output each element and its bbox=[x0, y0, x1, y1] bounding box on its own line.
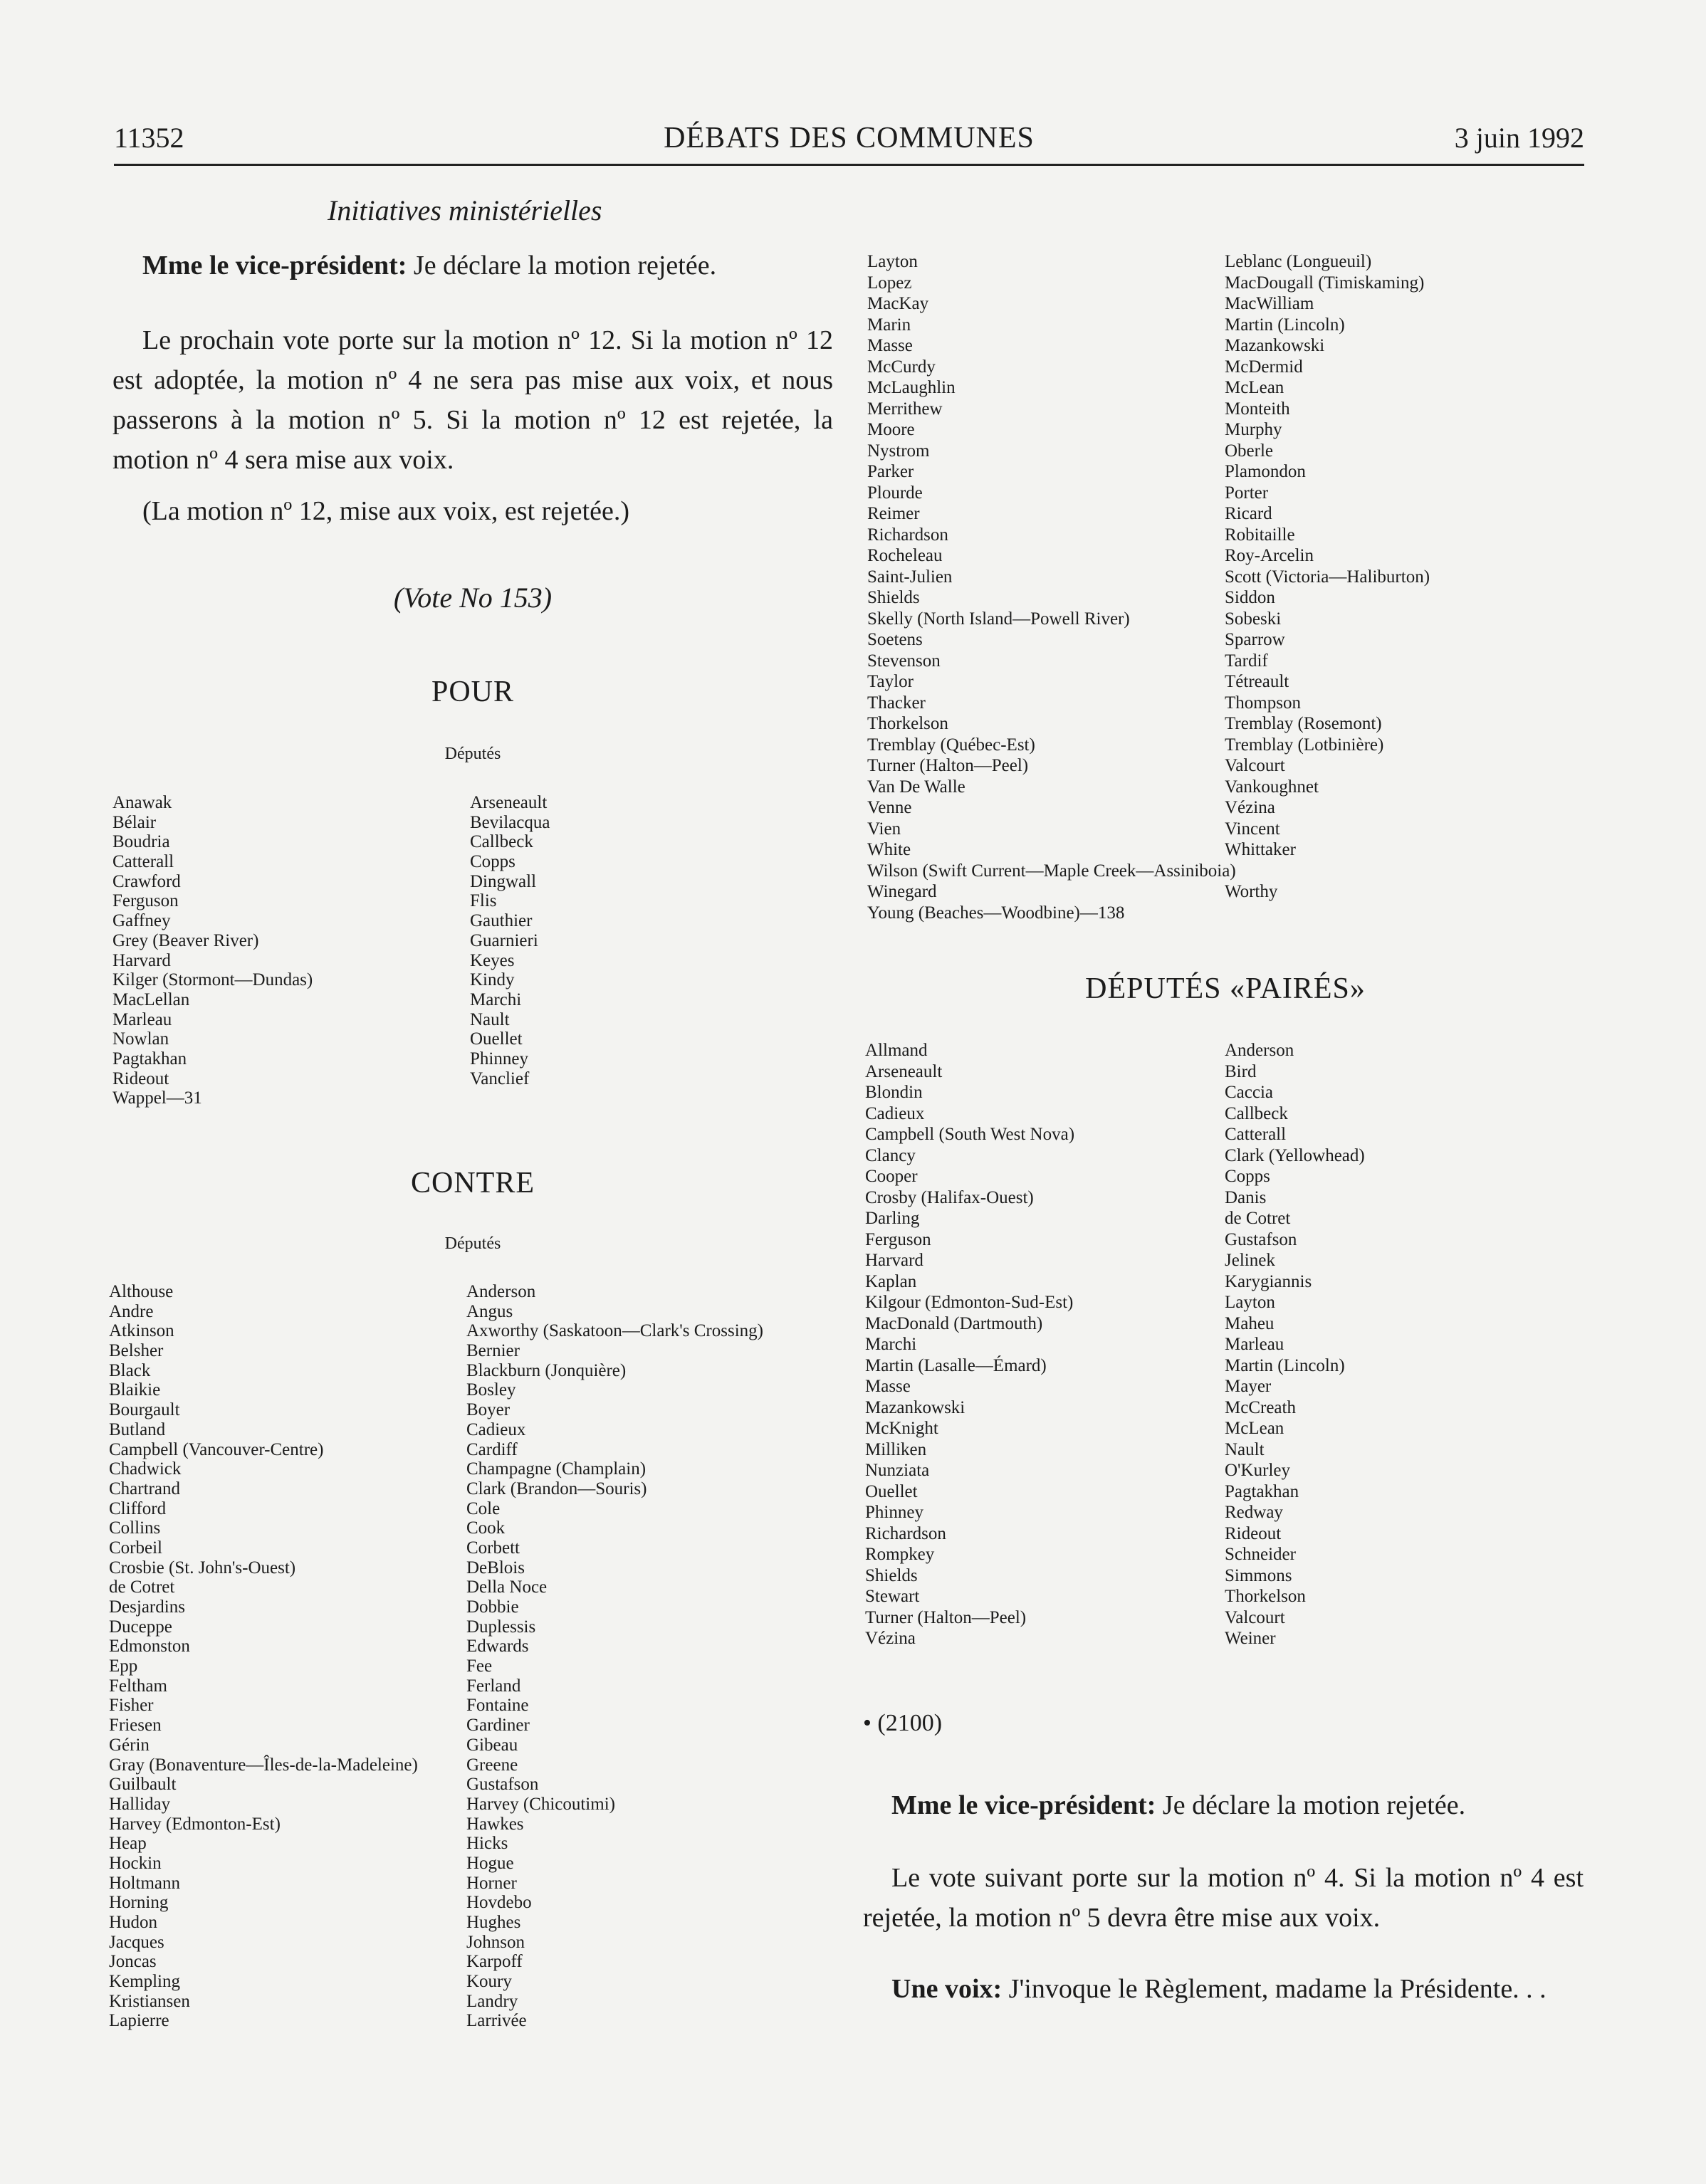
member-name: Shields bbox=[865, 1565, 918, 1585]
member-name: Tétreault bbox=[1225, 672, 1289, 691]
member-name: Vézina bbox=[1225, 798, 1275, 817]
member-name: Winegard bbox=[867, 882, 937, 901]
member-name: Bourgault bbox=[109, 1400, 180, 1420]
member-name: Simmons bbox=[1225, 1565, 1292, 1585]
page-number: 11352 bbox=[114, 122, 184, 154]
speech-text: Je déclare la motion rejetée. bbox=[1156, 1790, 1466, 1820]
member-name: Friesen bbox=[109, 1716, 162, 1736]
member-name: Monteith bbox=[1225, 399, 1290, 419]
member-name: Richardson bbox=[867, 525, 948, 545]
issue-date: 3 juin 1992 bbox=[1454, 122, 1584, 154]
member-name: White bbox=[867, 840, 911, 859]
member-name: Vankoughnet bbox=[1225, 777, 1319, 797]
member-name: Feltham bbox=[109, 1676, 167, 1696]
speaker: Une voix: bbox=[891, 1974, 1003, 2004]
right-paragraph-2: Le vote suivant porte sur la motion nº 4. Si la motion nº 4 est rejetée, la motion nº 5 devra être mise aux voix. bbox=[863, 1863, 1584, 1933]
member-name: Nault bbox=[1225, 1439, 1265, 1459]
member-name: Tremblay (Québec-Est) bbox=[867, 735, 1035, 755]
member-name: McKnight bbox=[865, 1419, 938, 1438]
section-title: Initiatives ministérielles bbox=[328, 194, 602, 226]
member-name: Arseneault bbox=[470, 793, 548, 812]
member-name: Danis bbox=[1225, 1187, 1267, 1207]
member-name: Fontaine bbox=[466, 1696, 529, 1716]
left-paragraph-1 bbox=[142, 246, 826, 285]
member-name: Skelly (North Island—Powell River) bbox=[867, 609, 1130, 629]
member-name: Reimer bbox=[867, 504, 920, 523]
member-name: Hughes bbox=[466, 1913, 521, 1932]
member-name: Hawkes bbox=[466, 1814, 524, 1834]
member-name: Blondin bbox=[865, 1083, 923, 1102]
member-name: Martin (Lincoln) bbox=[1225, 1355, 1345, 1375]
contre-list-col3 bbox=[867, 251, 1236, 923]
member-name: Scott (Victoria—Haliburton) bbox=[1225, 567, 1430, 587]
member-name: Kempling bbox=[109, 1972, 180, 1992]
member-name: Karygiannis bbox=[1225, 1271, 1312, 1291]
member-name: Stevenson bbox=[867, 651, 941, 671]
pour-subheading: Députés bbox=[444, 745, 501, 763]
member-name: Harvey (Chicoutimi) bbox=[466, 1794, 615, 1814]
member-name: DeBlois bbox=[466, 1558, 525, 1577]
member-name: Butland bbox=[109, 1419, 166, 1439]
member-name: Joncas bbox=[109, 1952, 157, 1972]
member-name: Vézina bbox=[865, 1629, 916, 1648]
member-name: Harvey (Edmonton-Est) bbox=[109, 1814, 281, 1834]
member-name: Cadieux bbox=[865, 1103, 925, 1123]
member-name: Young (Beaches—Woodbine)—138 bbox=[867, 903, 1125, 923]
member-name: Marin bbox=[867, 315, 911, 335]
member-name: Van De Walle bbox=[867, 777, 965, 797]
member-name: Hogue bbox=[466, 1853, 514, 1873]
member-name: Kilgour (Edmonton-Sud-Est) bbox=[865, 1293, 1074, 1312]
member-name: Dingwall bbox=[470, 871, 537, 891]
member-name: Crawford bbox=[112, 871, 181, 891]
member-name: Gray (Bonaventure—Îles-de-la-Madeleine) bbox=[109, 1755, 418, 1775]
left-paragraph-3: (La motion nº 12, mise aux voix, est rejetée.) bbox=[142, 496, 629, 526]
member-name: Boudria bbox=[112, 832, 170, 852]
member-name: Clark (Brandon—Souris) bbox=[466, 1479, 647, 1498]
member-name: Jelinek bbox=[1225, 1251, 1275, 1270]
speaker: Mme le vice-président: bbox=[891, 1790, 1156, 1820]
right-paragraph-3 bbox=[863, 1969, 1584, 2009]
member-name: Turner (Halton—Peel) bbox=[867, 756, 1029, 775]
member-name: Hudon bbox=[109, 1913, 158, 1932]
member-name: O'Kurley bbox=[1225, 1461, 1290, 1480]
member-name: Pagtakhan bbox=[1225, 1481, 1299, 1501]
member-name: Marleau bbox=[1225, 1335, 1284, 1354]
member-name: Oberle bbox=[1225, 441, 1274, 461]
member-name: Allmand bbox=[865, 1041, 928, 1060]
member-name: Rompkey bbox=[865, 1545, 935, 1564]
member-name: Murphy bbox=[1225, 420, 1282, 439]
contre-heading: CONTRE bbox=[411, 1167, 535, 1199]
member-name: Schneider bbox=[1225, 1545, 1296, 1564]
member-name: Vincent bbox=[1225, 819, 1280, 839]
member-name: Halliday bbox=[109, 1794, 171, 1814]
member-name: Gérin bbox=[109, 1735, 150, 1755]
member-name: Callbeck bbox=[470, 832, 533, 852]
contre-list-col2 bbox=[466, 1282, 763, 2031]
member-name: Moore bbox=[867, 420, 915, 439]
member-name: Ricard bbox=[1225, 504, 1272, 523]
member-name: Marleau bbox=[112, 1009, 172, 1029]
member-name: Venne bbox=[867, 798, 912, 817]
member-name: Gustafson bbox=[466, 1775, 539, 1795]
member-name: Rideout bbox=[1225, 1523, 1282, 1543]
member-name: Johnson bbox=[466, 1932, 525, 1952]
member-name: Bird bbox=[1225, 1061, 1257, 1081]
contre-list-col4 bbox=[1225, 251, 1430, 903]
member-name: Gardiner bbox=[466, 1716, 530, 1736]
member-name: Copps bbox=[1225, 1167, 1270, 1186]
member-name: Collins bbox=[109, 1518, 161, 1538]
member-name: Catterall bbox=[112, 852, 174, 872]
member-name: Belsher bbox=[109, 1341, 164, 1361]
member-name: Redway bbox=[1225, 1503, 1283, 1522]
member-name: Whittaker bbox=[1225, 840, 1296, 859]
member-name: Crosbie (St. John's-Ouest) bbox=[109, 1558, 296, 1577]
member-name: Tremblay (Rosemont) bbox=[1225, 714, 1382, 733]
member-name: Thacker bbox=[867, 693, 926, 713]
member-name: Martin (Lasalle—Émard) bbox=[865, 1355, 1047, 1375]
member-name: Fisher bbox=[109, 1696, 154, 1716]
member-name: Cardiff bbox=[466, 1439, 518, 1459]
member-name: Layton bbox=[867, 252, 918, 271]
member-name: Cole bbox=[466, 1498, 501, 1518]
member-name: Karpoff bbox=[466, 1952, 523, 1972]
member-name: Greene bbox=[466, 1755, 518, 1775]
member-name: Lapierre bbox=[109, 2011, 169, 2031]
member-name: Darling bbox=[865, 1209, 920, 1228]
member-name: Holtmann bbox=[109, 1873, 180, 1893]
member-name: McDermid bbox=[1225, 357, 1303, 377]
member-name: Cook bbox=[466, 1518, 506, 1538]
member-name: Cooper bbox=[865, 1167, 918, 1186]
member-name: Bélair bbox=[112, 812, 157, 832]
member-name: MacWilliam bbox=[1225, 294, 1314, 313]
paires-list-col1 bbox=[865, 1040, 1074, 1649]
speech-text: J'invoque le Règlement, madame la Présidente. . . bbox=[1002, 1974, 1547, 2004]
member-name: Corbett bbox=[466, 1538, 520, 1558]
member-name: Phinney bbox=[865, 1503, 923, 1522]
member-name: Taylor bbox=[867, 672, 914, 691]
contre-subheading: Députés bbox=[444, 1234, 501, 1253]
member-name: Kaplan bbox=[865, 1271, 917, 1291]
member-name: Cadieux bbox=[466, 1419, 526, 1439]
member-name: Lopez bbox=[867, 273, 912, 293]
member-name: Richardson bbox=[865, 1523, 946, 1543]
member-name: Leblanc (Longueuil) bbox=[1225, 252, 1372, 271]
member-name: Chartrand bbox=[109, 1479, 180, 1498]
member-name: Copps bbox=[470, 852, 516, 872]
member-name: Fee bbox=[466, 1657, 493, 1676]
member-name: Thompson bbox=[1225, 693, 1301, 713]
member-name: Bosley bbox=[466, 1380, 516, 1400]
member-name: MacDougall (Timiskaming) bbox=[1225, 273, 1425, 293]
member-name: Stewart bbox=[865, 1587, 920, 1606]
member-name: Ferguson bbox=[865, 1229, 931, 1249]
member-name: Corbeil bbox=[109, 1538, 162, 1558]
member-name: Sparrow bbox=[1225, 630, 1285, 649]
contre-list-col1 bbox=[109, 1282, 418, 2031]
member-name: Parker bbox=[867, 462, 914, 481]
member-name: Koury bbox=[466, 1972, 512, 1992]
member-name: Nystrom bbox=[867, 441, 930, 461]
member-name: Merrithew bbox=[867, 399, 943, 419]
member-name: Anderson bbox=[1225, 1041, 1294, 1060]
member-name: Kilger (Stormont—Dundas) bbox=[112, 970, 313, 990]
member-name bbox=[1225, 861, 1430, 882]
member-name: Blaikie bbox=[109, 1380, 161, 1400]
member-name: Clifford bbox=[109, 1498, 167, 1518]
member-name: Crosby (Halifax-Ouest) bbox=[865, 1187, 1034, 1207]
member-name: Anderson bbox=[466, 1282, 536, 1301]
member-name: McLaughlin bbox=[867, 378, 956, 397]
speech-text: Je déclare la motion rejetée. bbox=[407, 251, 717, 280]
member-name: de Cotret bbox=[109, 1577, 175, 1597]
member-name: McCreath bbox=[1225, 1397, 1296, 1417]
member-name: Plamondon bbox=[1225, 462, 1306, 481]
member-name: Desjardins bbox=[109, 1597, 185, 1617]
pour-list-col2 bbox=[470, 793, 550, 1088]
member-name: Ouellet bbox=[470, 1029, 523, 1049]
member-name: Heap bbox=[109, 1834, 147, 1854]
time-marker: • (2100) bbox=[863, 1710, 943, 1736]
member-name: Porter bbox=[1225, 483, 1269, 503]
member-name: Harvard bbox=[112, 950, 171, 970]
member-name: Gustafson bbox=[1225, 1229, 1297, 1249]
member-name: Mazankowski bbox=[865, 1397, 965, 1417]
member-name: Tardif bbox=[1225, 651, 1268, 671]
member-name: Thorkelson bbox=[1225, 1587, 1306, 1606]
member-name: Worthy bbox=[1225, 882, 1278, 901]
member-name: Roy-Arcelin bbox=[1225, 546, 1314, 565]
member-name: Jacques bbox=[109, 1932, 164, 1952]
member-name: Turner (Halton—Peel) bbox=[865, 1607, 1027, 1627]
member-name: Kindy bbox=[470, 970, 515, 990]
member-name: Layton bbox=[1225, 1293, 1275, 1312]
member-name: MacDonald (Dartmouth) bbox=[865, 1313, 1043, 1333]
member-name: Saint-Julien bbox=[867, 567, 953, 587]
member-name: Ferland bbox=[466, 1676, 521, 1696]
member-name: Edmonston bbox=[109, 1637, 190, 1657]
right-paragraph-1 bbox=[891, 1785, 1584, 1825]
member-name: Milliken bbox=[865, 1439, 927, 1459]
member-name: Champagne (Champlain) bbox=[466, 1459, 647, 1479]
member-name: Marchi bbox=[865, 1335, 917, 1354]
member-name: Kristiansen bbox=[109, 1991, 190, 2011]
member-name: Atkinson bbox=[109, 1321, 174, 1341]
member-name: Pagtakhan bbox=[112, 1049, 187, 1069]
member-name: Duceppe bbox=[109, 1617, 172, 1637]
member-name: MacKay bbox=[867, 294, 929, 313]
member-name: Ferguson bbox=[112, 891, 179, 911]
member-name: Horner bbox=[466, 1873, 517, 1893]
member-name: Guilbault bbox=[109, 1775, 177, 1795]
member-name: Horning bbox=[109, 1893, 169, 1913]
member-name: McCurdy bbox=[867, 357, 936, 377]
member-name: Plourde bbox=[867, 483, 923, 503]
member-name: Campbell (Vancouver-Centre) bbox=[109, 1439, 324, 1459]
member-name: Bernier bbox=[466, 1341, 520, 1361]
member-name: Callbeck bbox=[1225, 1103, 1288, 1123]
member-name: Chadwick bbox=[109, 1459, 182, 1479]
member-name: Duplessis bbox=[466, 1617, 536, 1637]
member-name: Maheu bbox=[1225, 1313, 1275, 1333]
member-name: Valcourt bbox=[1225, 1607, 1285, 1627]
member-name: MacLellan bbox=[112, 989, 190, 1009]
member-name: Axworthy (Saskatoon—Clark's Crossing) bbox=[466, 1321, 763, 1341]
member-name: Andre bbox=[109, 1301, 154, 1321]
member-name: Hicks bbox=[466, 1834, 508, 1854]
page-header bbox=[114, 121, 1584, 166]
member-name: Marchi bbox=[470, 989, 522, 1009]
member-name: Valcourt bbox=[1225, 756, 1285, 775]
member-name: Boyer bbox=[466, 1400, 511, 1420]
member-name: Wilson (Swift Current—Maple Creek—Assiniboia) bbox=[867, 861, 1236, 881]
member-name: Masse bbox=[867, 336, 913, 355]
member-name: Bevilacqua bbox=[470, 812, 550, 832]
member-name: Black bbox=[109, 1360, 151, 1380]
member-name: Tremblay (Lotbinière) bbox=[1225, 735, 1384, 755]
member-name: Gibeau bbox=[466, 1735, 518, 1755]
left-paragraph-2: Le prochain vote porte sur la motion nº 12. Si la motion nº 12 est adoptée, la motion nº 4 ne sera pas mise aux voix, et nous passerons à la motion nº 5. Si la motion nº 12 est rejetée, la motion nº 4 sera mise aux voix. bbox=[112, 325, 833, 475]
member-name: Grey (Beaver River) bbox=[112, 930, 259, 950]
member-name: Althouse bbox=[109, 1282, 174, 1301]
member-name: Masse bbox=[865, 1377, 911, 1396]
member-name: Clancy bbox=[865, 1145, 916, 1165]
member-name: Larrivée bbox=[466, 2011, 527, 2031]
member-name: Dobbie bbox=[466, 1597, 519, 1617]
member-name: Siddon bbox=[1225, 588, 1275, 607]
paires-heading: DÉPUTÉS «PAIRÉS» bbox=[1085, 972, 1366, 1005]
member-name: Campbell (South West Nova) bbox=[865, 1125, 1075, 1144]
member-name: Robitaille bbox=[1225, 525, 1295, 545]
member-name: Nault bbox=[470, 1009, 510, 1029]
member-name: Rocheleau bbox=[867, 546, 943, 565]
member-name: Weiner bbox=[1225, 1629, 1276, 1648]
member-name: Arseneault bbox=[865, 1061, 943, 1081]
member-name: Catterall bbox=[1225, 1125, 1287, 1144]
vote-number: (Vote No 153) bbox=[393, 582, 553, 614]
member-name: Edwards bbox=[466, 1637, 529, 1657]
member-name: Epp bbox=[109, 1657, 138, 1676]
member-name: Caccia bbox=[1225, 1083, 1274, 1102]
member-name: de Cotret bbox=[1225, 1209, 1291, 1228]
member-name: Hockin bbox=[109, 1853, 162, 1873]
member-name: Hovdebo bbox=[466, 1893, 532, 1913]
member-name: Gauthier bbox=[470, 911, 533, 931]
member-name: Angus bbox=[466, 1301, 513, 1321]
member-name: Gaffney bbox=[112, 911, 171, 931]
member-name: Thorkelson bbox=[867, 714, 948, 733]
member-name: Mazankowski bbox=[1225, 336, 1325, 355]
member-name: Martin (Lincoln) bbox=[1225, 315, 1345, 335]
member-name: Nowlan bbox=[112, 1029, 169, 1049]
member-name: Phinney bbox=[470, 1049, 528, 1069]
member-name: Landry bbox=[466, 1991, 518, 2011]
member-name: Harvard bbox=[865, 1251, 923, 1270]
pour-heading: POUR bbox=[431, 676, 515, 708]
member-name: Della Noce bbox=[466, 1577, 548, 1597]
member-name: Sobeski bbox=[1225, 609, 1282, 629]
member-name: McLean bbox=[1225, 1419, 1284, 1438]
member-name: Mayer bbox=[1225, 1377, 1272, 1396]
member-name: Soetens bbox=[867, 630, 923, 649]
member-name: Blackburn (Jonquière) bbox=[466, 1360, 627, 1380]
speaker: Mme le vice-président: bbox=[142, 251, 407, 280]
member-name: Flis bbox=[470, 891, 497, 911]
member-name: Vanclief bbox=[470, 1069, 530, 1088]
member-name: Rideout bbox=[112, 1069, 169, 1088]
pour-list-col1 bbox=[112, 793, 313, 1108]
member-name: McLean bbox=[1225, 378, 1284, 397]
journal-title: DÉBATS DES COMMUNES bbox=[664, 122, 1035, 154]
paires-list-col2 bbox=[1225, 1040, 1365, 1649]
member-name: Wappel—31 bbox=[112, 1088, 202, 1108]
member-name: Nunziata bbox=[865, 1461, 930, 1480]
member-name: Anawak bbox=[112, 793, 172, 812]
member-name: Clark (Yellowhead) bbox=[1225, 1145, 1365, 1165]
member-name: Shields bbox=[867, 588, 920, 607]
member-name: Vien bbox=[867, 819, 901, 839]
member-name: Guarnieri bbox=[470, 930, 538, 950]
member-name: Keyes bbox=[470, 950, 515, 970]
member-name: Ouellet bbox=[865, 1481, 918, 1501]
